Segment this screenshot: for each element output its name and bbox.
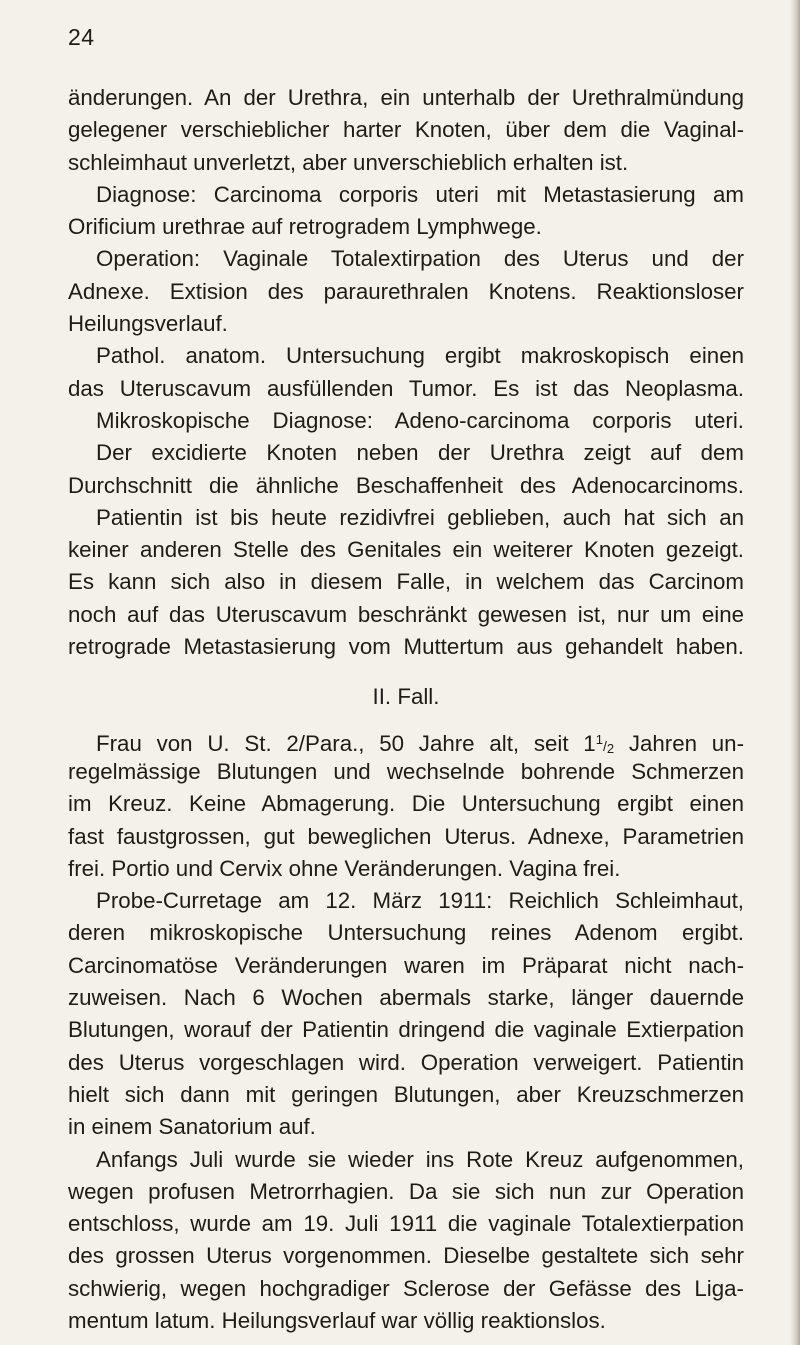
text-line: zuweisen. Nach 6 Wochen abermals starke, länger dauernde bbox=[68, 985, 744, 1011]
body-text bbox=[68, 82, 744, 1337]
text-line: Mikroskopische Diagnose: Adeno-carcinoma corporis uteri. bbox=[96, 407, 744, 433]
text-line: Operation: Vaginale Totalextirpation des Uterus und der bbox=[96, 246, 744, 272]
text-line: Probe-Curretage am 12. März 1911: Reichlich Schleimhaut, bbox=[96, 888, 744, 914]
text-line: des Uterus vorgeschlagen wird. Operation verweigert. Patientin bbox=[68, 1049, 744, 1075]
text-line: wegen profusen Metrorrhagien. Da sie sich nun zur Operation bbox=[68, 1178, 744, 1204]
page-number: 24 bbox=[68, 24, 95, 50]
text-line: entschloss, wurde am 19. Juli 1911 die vaginale Totalextierpation bbox=[68, 1211, 744, 1237]
text-line: Carcinomatöse Veränderungen waren im Präparat nicht nach- bbox=[68, 952, 744, 978]
text-line: fast faustgrossen, gut beweglichen Uterus. Adnexe, Parametrien bbox=[68, 823, 744, 849]
fraction: 1/2 bbox=[595, 731, 615, 756]
text-line: noch auf das Uteruscavum beschränkt gewesen ist, nur um eine bbox=[68, 601, 744, 627]
text-line: keiner anderen Stelle des Genitales ein weiterer Knoten gezeigt. bbox=[68, 537, 744, 563]
text-line: gelegener verschieblicher harter Knoten, über dem die Vaginal- bbox=[68, 117, 744, 143]
text-line: änderungen. An der Urethra, ein unterhalb der Urethralmündung bbox=[68, 85, 744, 110]
text-line: in einem Sanatorium auf. bbox=[68, 1114, 316, 1140]
text-line: Pathol. anatom. Untersuchung ergibt makroskopisch einen bbox=[96, 343, 744, 369]
text-line: schleimhaut unverletzt, aber unverschieblich erhalten ist. bbox=[68, 149, 629, 175]
text-line bbox=[68, 724, 744, 756]
text-line: das Uteruscavum ausfüllenden Tumor. Es ist das Neoplasma. bbox=[68, 375, 744, 401]
text-line: im Kreuz. Keine Abmagerung. Die Untersuchung ergibt einen bbox=[68, 791, 744, 817]
fraction-numerator: 1 bbox=[595, 731, 603, 747]
text-line: Adnexe. Extision des paraurethralen Knotens. Reaktionsloser bbox=[68, 278, 744, 304]
fraction-denominator: 2 bbox=[606, 740, 615, 756]
text-line: mentum latum. Heilungsverlauf war völlig reaktionslos. bbox=[68, 1307, 606, 1333]
text-line: Durchschnitt die ähnliche Beschaffenheit des Adenocarcinoms. bbox=[68, 472, 744, 498]
text-line: frei. Portio und Cervix ohne Veränderungen. Vagina frei. bbox=[68, 855, 621, 881]
text-line: Diagnose: Carcinoma corporis uteri mit Metastasierung am bbox=[96, 181, 744, 207]
text-line: regelmässige Blutungen und wechselnde bohrende Schmerzen bbox=[68, 758, 744, 784]
text-line: deren mikroskopische Untersuchung reines Adenom ergibt. bbox=[68, 920, 744, 946]
text-line: Orificium urethrae auf retrogradem Lymphwege. bbox=[68, 214, 542, 240]
case-intro-text: Frau von U. St. 2/Para., 50 Jahre alt, seit 1 bbox=[96, 730, 596, 756]
text-line: hielt sich dann mit geringen Blutungen, aber Kreuzschmerzen bbox=[68, 1081, 744, 1107]
text-line: Blutungen, worauf der Patientin dringend die vaginale Extierpation bbox=[68, 1017, 744, 1043]
text-line: Patientin ist bis heute rezidivfrei geblieben, auch hat sich an bbox=[96, 504, 744, 530]
case-intro-text-end: Jahren un- bbox=[614, 730, 745, 756]
text-line: Der excidierte Knoten neben der Urethra zeigt auf dem bbox=[96, 440, 744, 466]
section-heading: II. Fall. bbox=[372, 684, 440, 710]
text-line: Anfangs Juli wurde sie wieder ins Rote Kreuz aufgenommen, bbox=[96, 1146, 744, 1172]
text-line: des grossen Uterus vorgenommen. Dieselbe gestaltete sich sehr bbox=[68, 1243, 744, 1269]
text-line: Heilungsverlauf. bbox=[68, 311, 228, 337]
text-line: retrograde Metastasierung vom Muttertum aus gehandelt haben. bbox=[68, 634, 744, 660]
page-edge-shadow bbox=[790, 0, 800, 1345]
text-line: schwierig, wegen hochgradiger Sclerose der Gefässe des Liga- bbox=[68, 1275, 744, 1301]
text-line: Es kann sich also in diesem Falle, in welchem das Carcinom bbox=[68, 569, 744, 595]
